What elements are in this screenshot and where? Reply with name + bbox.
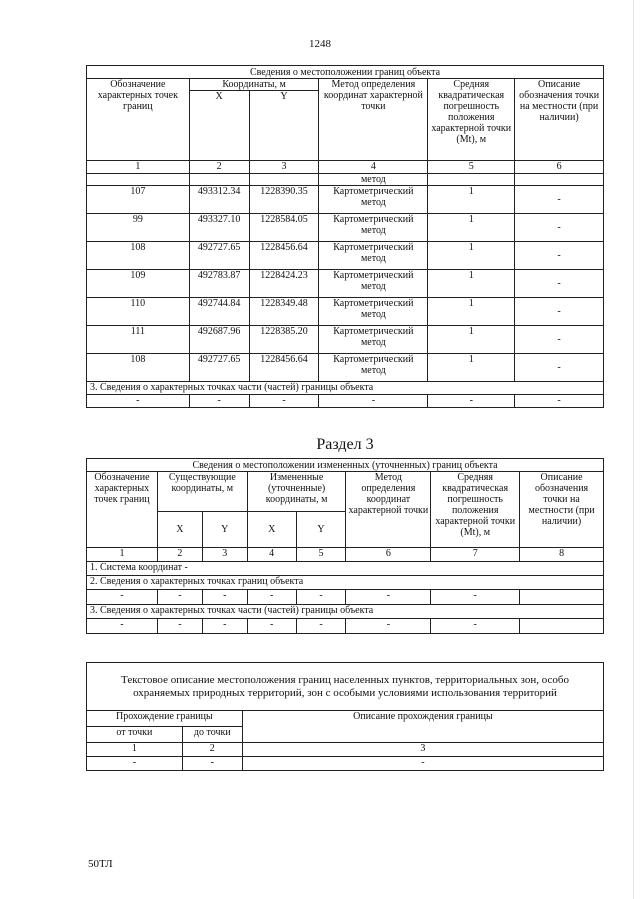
header-y: Y bbox=[249, 91, 319, 161]
carry-over-text: метод bbox=[319, 174, 428, 186]
header-passage-description: Описание прохождения границы bbox=[242, 711, 603, 743]
section-2-heading: 2. Сведения о характерных точках границ объекта bbox=[87, 576, 604, 590]
dash-cell: - bbox=[87, 757, 183, 771]
point-id: 107 bbox=[87, 186, 190, 214]
dash-cell: - bbox=[431, 590, 520, 605]
coord-y: 1228349.48 bbox=[249, 298, 319, 326]
table-row bbox=[87, 242, 604, 270]
point-id: 108 bbox=[87, 242, 190, 270]
dash-cell: - bbox=[346, 619, 431, 634]
changed-boundaries-table bbox=[86, 458, 604, 634]
error-mt: 1 bbox=[428, 354, 515, 382]
dash-cell: - bbox=[157, 590, 202, 605]
point-description: - bbox=[515, 326, 604, 354]
header-designation: Обозначение характерных точек границ bbox=[87, 79, 190, 161]
dash-cell: - bbox=[202, 590, 247, 605]
coord-y: 1228456.64 bbox=[249, 242, 319, 270]
column-number: 8 bbox=[520, 548, 604, 562]
dash-cell: - bbox=[515, 395, 604, 408]
header-designation: Обозначение характерных точек границ bbox=[87, 472, 158, 548]
dash-cell: - bbox=[157, 619, 202, 634]
error-mt: 1 bbox=[428, 298, 515, 326]
header-y: Y bbox=[202, 512, 247, 548]
coord-y: 1228385.20 bbox=[249, 326, 319, 354]
dash-cell: - bbox=[296, 619, 346, 634]
boundary-location-table bbox=[86, 65, 604, 408]
coord-x: 493327.10 bbox=[189, 214, 249, 242]
coord-x: 492783.87 bbox=[189, 270, 249, 298]
header-y: Y bbox=[296, 512, 346, 548]
footer-code: 50ТЛ bbox=[88, 858, 113, 870]
column-number: 1 bbox=[87, 743, 183, 757]
method: Картометрический метод bbox=[319, 270, 428, 298]
column-number: 4 bbox=[319, 161, 428, 174]
point-description: - bbox=[515, 186, 604, 214]
column-number: 3 bbox=[249, 161, 319, 174]
dash-cell: - bbox=[189, 395, 249, 408]
point-description: - bbox=[515, 354, 604, 382]
column-number: 6 bbox=[515, 161, 604, 174]
coord-x: 492687.96 bbox=[189, 326, 249, 354]
column-number: 6 bbox=[346, 548, 431, 562]
column-number: 5 bbox=[428, 161, 515, 174]
point-id: 110 bbox=[87, 298, 190, 326]
header-description: Описание обозначения точки на местности (при наличии) bbox=[515, 79, 604, 161]
table-row bbox=[87, 326, 604, 354]
error-mt: 1 bbox=[428, 270, 515, 298]
table3-title: Текстовое описание местоположения границ населенных пунктов, территориальных зон, особо охраняемых природных территорий, зон с особыми условиями использования территорий bbox=[87, 663, 604, 711]
header-x: X bbox=[157, 512, 202, 548]
dash-cell: - bbox=[247, 619, 296, 634]
page-number: 1248 bbox=[309, 38, 331, 50]
header-method: Метод определения координат характерной точки bbox=[346, 472, 431, 548]
coord-y: 1228424.23 bbox=[249, 270, 319, 298]
coord-x: 493312.34 bbox=[189, 186, 249, 214]
point-id: 111 bbox=[87, 326, 190, 354]
dash-cell: - bbox=[346, 590, 431, 605]
header-x: X bbox=[189, 91, 249, 161]
table-row bbox=[87, 186, 604, 214]
dash-cell: - bbox=[202, 619, 247, 634]
column-number: 4 bbox=[247, 548, 296, 562]
header-existing-coordinates: Существующие координаты, м bbox=[157, 472, 247, 512]
dash-cell: - bbox=[87, 590, 158, 605]
point-description: - bbox=[515, 298, 604, 326]
header-from-point: от точки bbox=[87, 727, 183, 743]
section-3-heading: 3. Сведения о характерных точках части (частей) границы объекта bbox=[87, 605, 604, 619]
point-description: - bbox=[515, 242, 604, 270]
column-number: 2 bbox=[182, 743, 242, 757]
dash-cell: - bbox=[87, 619, 158, 634]
error-mt: 1 bbox=[428, 242, 515, 270]
dash-cell: - bbox=[87, 395, 190, 408]
coord-y: 1228584.05 bbox=[249, 214, 319, 242]
table-row bbox=[87, 270, 604, 298]
table-row bbox=[87, 354, 604, 382]
dash-cell: - bbox=[428, 395, 515, 408]
header-description: Описание обозначения точки на местности (при наличии) bbox=[520, 472, 604, 548]
header-boundary-passage: Прохождение границы bbox=[87, 711, 243, 727]
header-to-point: до точки bbox=[182, 727, 242, 743]
error-mt: 1 bbox=[428, 186, 515, 214]
method: Картометрический метод bbox=[319, 242, 428, 270]
header-error: Средняя квадратическая погрешность положения характерной точки (Mt), м bbox=[428, 79, 515, 161]
coord-y: 1228390.35 bbox=[249, 186, 319, 214]
dash-cell: - bbox=[249, 395, 319, 408]
method: Картометрический метод bbox=[319, 354, 428, 382]
error-mt: 1 bbox=[428, 214, 515, 242]
coord-y: 1228456.64 bbox=[249, 354, 319, 382]
point-id: 109 bbox=[87, 270, 190, 298]
column-number: 1 bbox=[87, 161, 190, 174]
dash-cell: - bbox=[182, 757, 242, 771]
coordinate-system-row: 1. Система координат - bbox=[87, 562, 604, 576]
boundary-text-description-table bbox=[86, 662, 604, 771]
method: Картометрический метод bbox=[319, 298, 428, 326]
column-number: 7 bbox=[431, 548, 520, 562]
column-number: 3 bbox=[202, 548, 247, 562]
section-3-heading: 3. Сведения о характерных точках части (частей) границы объекта bbox=[87, 382, 604, 395]
dash-cell: - bbox=[431, 619, 520, 634]
column-number: 1 bbox=[87, 548, 158, 562]
dash-cell: - bbox=[242, 757, 603, 771]
header-error: Средняя квадратическая погрешность положения характерной точки (Mt), м bbox=[431, 472, 520, 548]
table2-title: Сведения о местоположении измененных (уточненных) границ объекта bbox=[87, 459, 604, 472]
point-description: - bbox=[515, 270, 604, 298]
table-row bbox=[87, 298, 604, 326]
method: Картометрический метод bbox=[319, 326, 428, 354]
method: Картометрический метод bbox=[319, 214, 428, 242]
header-method: Метод определения координат характерной точки bbox=[319, 79, 428, 161]
column-number: 5 bbox=[296, 548, 346, 562]
point-description: - bbox=[515, 214, 604, 242]
error-mt: 1 bbox=[428, 326, 515, 354]
header-x: X bbox=[247, 512, 296, 548]
coord-x: 492727.65 bbox=[189, 354, 249, 382]
header-changed-coordinates: Измененные (уточненные) координаты, м bbox=[247, 472, 346, 512]
point-id: 108 bbox=[87, 354, 190, 382]
dash-cell: - bbox=[319, 395, 428, 408]
dash-cell: - bbox=[296, 590, 346, 605]
table1-title: Сведения о местоположении границ объекта bbox=[87, 66, 604, 79]
coord-x: 492727.65 bbox=[189, 242, 249, 270]
column-number: 2 bbox=[189, 161, 249, 174]
scan-edge bbox=[633, 0, 634, 899]
header-coordinates: Координаты, м bbox=[189, 79, 319, 91]
coord-x: 492744.84 bbox=[189, 298, 249, 326]
method: Картометрический метод bbox=[319, 186, 428, 214]
point-id: 99 bbox=[87, 214, 190, 242]
column-number: 3 bbox=[242, 743, 603, 757]
dash-cell: - bbox=[247, 590, 296, 605]
column-number: 2 bbox=[157, 548, 202, 562]
section-heading: Раздел 3 bbox=[316, 436, 374, 453]
table-row bbox=[87, 214, 604, 242]
